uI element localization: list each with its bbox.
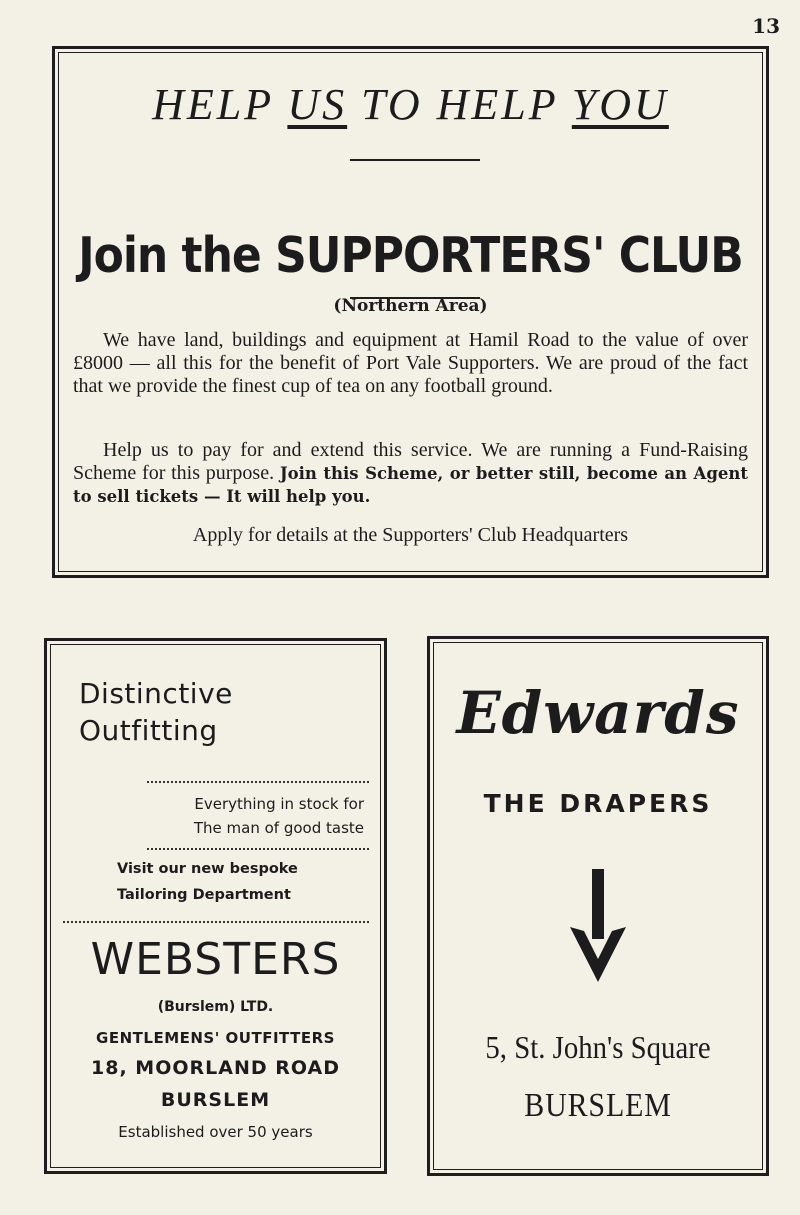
dotted-divider: [147, 781, 369, 783]
heading-line: Distinctive: [79, 677, 233, 710]
websters-established: Established over 50 years: [118, 1123, 313, 1141]
paragraph-text: We have land, buildings and equipment at Hamil Road to the value of over £8000 — all this for the benefit of Port Vale Supporters. We are proud of the fact that we provide the finest cup of tea on any football ground.: [73, 329, 748, 397]
websters-name: WEBSTERS: [90, 934, 341, 985]
edwards-town: BURSLEM: [524, 1087, 672, 1124]
page-number: 13: [752, 14, 780, 38]
websters-bespoke-text: [117, 856, 298, 908]
headline-part-you: YOU: [571, 80, 669, 129]
edwards-name: Edwards: [456, 679, 740, 747]
club-headline: [73, 79, 748, 130]
edwards-tagline: THE DRAPERS: [483, 789, 713, 818]
club-subtitle: (Northern Area): [333, 296, 488, 316]
stock-line: Everything in stock for: [194, 795, 364, 813]
stock-line: The man of good taste: [193, 819, 364, 837]
club-paragraph-2: [73, 439, 748, 508]
websters-address: 18, MOORLAND ROAD: [91, 1057, 340, 1079]
websters-stock-text: [194, 792, 364, 840]
websters-ltd: (Burslem) LTD.: [157, 999, 274, 1015]
club-paragraph-1: [73, 329, 748, 398]
divider-rule: [350, 159, 480, 161]
paragraph-bold-text: Join this Scheme, or better still, become an Agent to sell tickets — It will help you.: [73, 464, 748, 506]
divider-rule: [350, 297, 480, 299]
headline-part-help: HELP: [152, 80, 288, 129]
club-title: Join the SUPPORTERS' CLUB: [78, 227, 743, 285]
websters-town: BURSLEM: [160, 1089, 271, 1111]
heading-line: Outfitting: [79, 714, 218, 747]
paragraph-text: Help us to pay for and extend this service. We are running a Fund-Raising Scheme for this purpose.: [73, 439, 748, 484]
headline-part-us: US: [287, 80, 348, 129]
down-arrow-icon: [568, 869, 628, 984]
supporters-club-ad: [52, 46, 769, 578]
edwards-address: 5, St. John's Square: [485, 1029, 711, 1065]
websters-heading: [79, 675, 233, 749]
dotted-divider: [63, 921, 369, 923]
club-apply-line: Apply for details at the Supporters' Club Headquarters: [192, 524, 629, 546]
dotted-divider: [147, 848, 369, 850]
bespoke-line: Visit our new bespoke: [117, 861, 298, 877]
bespoke-line: Tailoring Department: [117, 887, 291, 903]
websters-ad: [44, 638, 387, 1174]
headline-part-to-help: TO HELP: [347, 80, 572, 129]
edwards-ad: [427, 636, 769, 1176]
websters-trade: GENTLEMENS' OUTFITTERS: [96, 1029, 335, 1047]
